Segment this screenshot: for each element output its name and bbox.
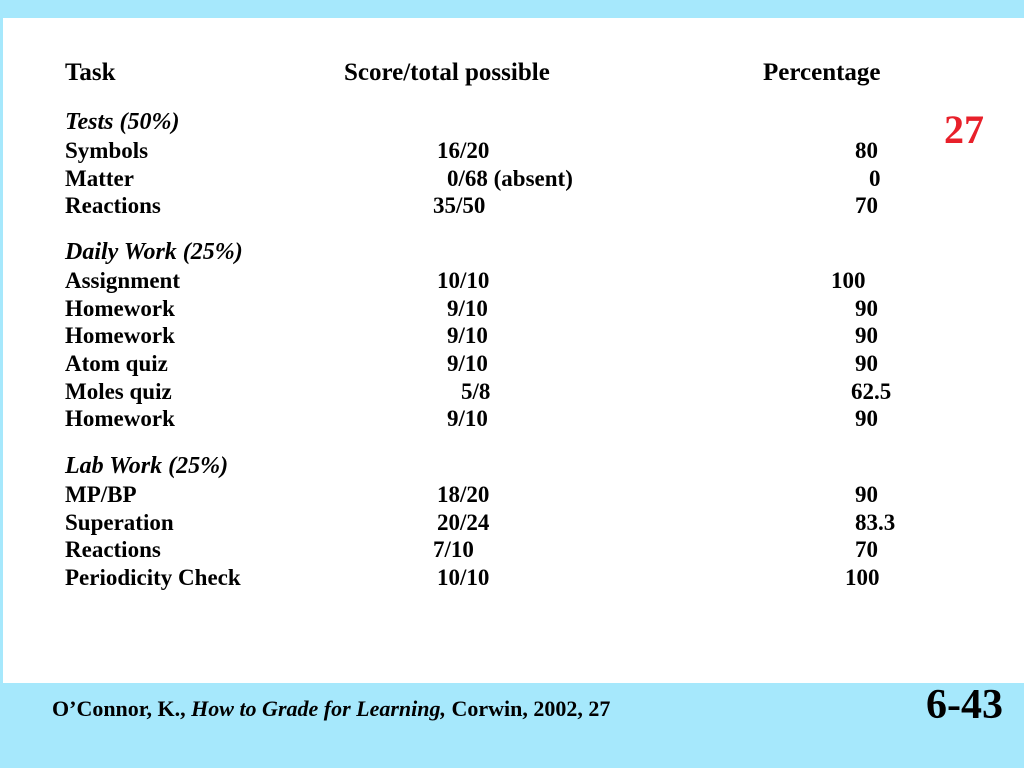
table-row-score: 9/10 xyxy=(447,296,488,321)
section-title-tests: Tests (50%) xyxy=(65,109,180,135)
table-row-score: 0/68 (absent) xyxy=(447,166,573,191)
footer-citation xyxy=(52,694,610,724)
citation-publisher: Corwin, 2002, 27 xyxy=(446,696,611,721)
page-number: 6-43 xyxy=(926,682,1003,728)
table-row-score: 9/10 xyxy=(447,323,488,348)
table-row-pct: 80 xyxy=(855,138,878,163)
table-row-pct: 100 xyxy=(831,268,866,293)
section-title-lab-work: Lab Work (25%) xyxy=(65,453,229,479)
table-row-pct: 90 xyxy=(855,323,878,348)
table-row-task: Moles quiz xyxy=(65,379,172,404)
table-row-task: Periodicity Check xyxy=(65,565,241,590)
header-score: Score/total possible xyxy=(344,59,550,86)
table-row-score: 18/20 xyxy=(437,482,490,507)
table-row-task: Atom quiz xyxy=(65,351,168,376)
table-row-pct: 70 xyxy=(855,537,878,562)
table-row-pct: 70 xyxy=(855,193,878,218)
table-row-pct: 90 xyxy=(855,351,878,376)
table-row-task: Homework xyxy=(65,296,175,321)
table-row-score: 9/10 xyxy=(447,406,488,431)
table-row-pct: 0 xyxy=(869,166,881,191)
table-row-score: 9/10 xyxy=(447,351,488,376)
table-row-task: Homework xyxy=(65,406,175,431)
table-row-score: 20/24 xyxy=(437,510,490,535)
table-row-score: 5/8 xyxy=(461,379,491,404)
table-row-score: 16/20 xyxy=(437,138,490,163)
table-row-pct: 100 xyxy=(845,565,880,590)
table-row-task: Reactions xyxy=(65,193,161,218)
section-title-daily-work: Daily Work (25%) xyxy=(65,239,243,265)
table-row-pct: 90 xyxy=(855,406,878,431)
table-row-task: Symbols xyxy=(65,138,149,163)
citation-book-title: How to Grade for Learning, xyxy=(191,696,447,721)
table-row-pct: 90 xyxy=(855,482,878,507)
table-row-pct: 62.5 xyxy=(851,379,892,404)
table-row-pct: 83.3 xyxy=(855,510,896,535)
table-row-task: Homework xyxy=(65,323,175,348)
table-row-task: MP/BP xyxy=(65,482,137,507)
table-row-score: 35/50 xyxy=(433,193,486,218)
slide-marker: 27 xyxy=(944,107,984,152)
table-row-task: Reactions xyxy=(65,537,161,562)
table-row-task: Assignment xyxy=(65,268,181,293)
table-row-task: Matter xyxy=(65,166,134,191)
table-row-score: 10/10 xyxy=(437,268,490,293)
header-task: Task xyxy=(65,59,116,86)
table-row-score: 10/10 xyxy=(437,565,490,590)
table-row-pct: 90 xyxy=(855,296,878,321)
citation-author: O’Connor, K., xyxy=(52,696,192,721)
table-row-task: Superation xyxy=(65,510,174,535)
header-percentage: Percentage xyxy=(763,59,881,86)
table-row-score: 7/10 xyxy=(433,537,474,562)
